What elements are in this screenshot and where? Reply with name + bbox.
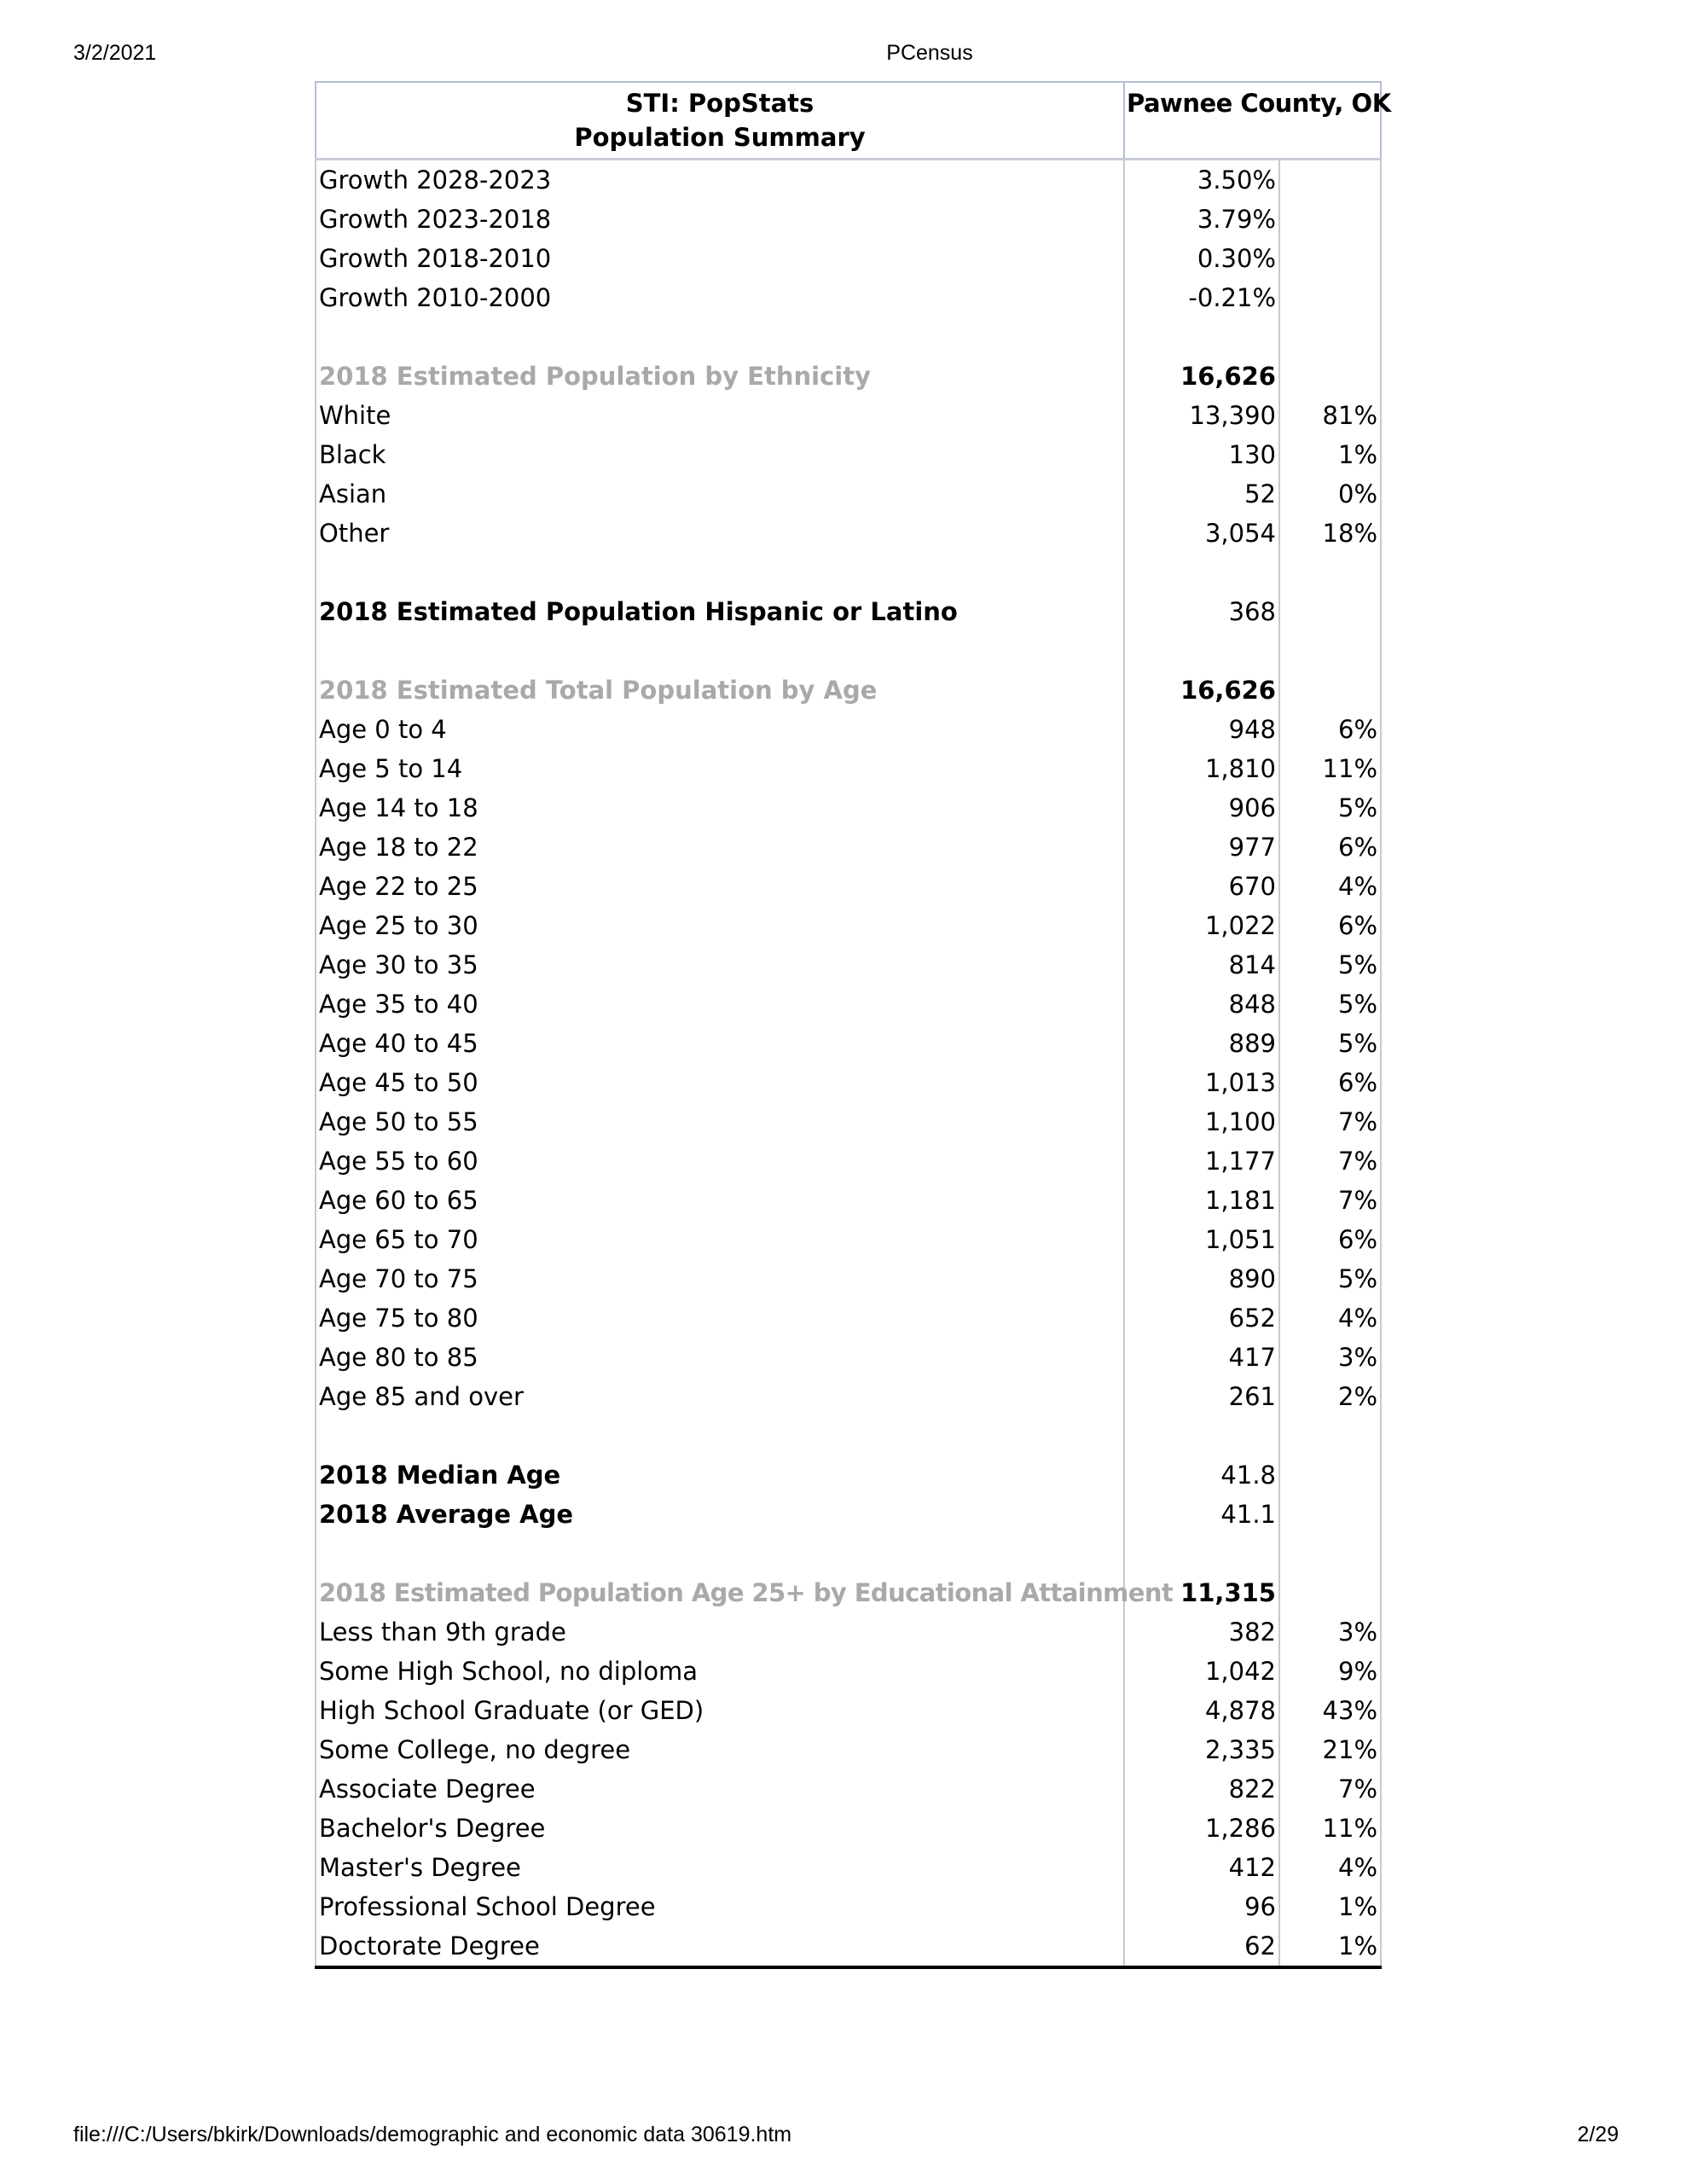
row-value: 52	[1124, 474, 1279, 514]
row-percent: 2%	[1279, 1377, 1381, 1416]
table-row	[316, 474, 1381, 514]
row-percent	[1279, 239, 1381, 278]
row-percent	[1279, 631, 1381, 671]
row-value: 906	[1124, 788, 1279, 828]
row-value: 16,626	[1124, 357, 1279, 396]
print-page-number: 2/29	[1577, 2123, 1619, 2146]
row-label: Doctorate Degree	[316, 1926, 1124, 1967]
row-value: 1,100	[1124, 1102, 1279, 1141]
row-value: 1,810	[1124, 749, 1279, 788]
table-row	[316, 278, 1381, 317]
row-label: Associate Degree	[316, 1769, 1124, 1809]
row-percent: 3%	[1279, 1338, 1381, 1377]
row-value: 2,335	[1124, 1730, 1279, 1769]
row-value: 1,013	[1124, 1063, 1279, 1102]
row-label: Growth 2023-2018	[316, 200, 1124, 239]
row-percent	[1279, 592, 1381, 631]
row-percent	[1279, 200, 1381, 239]
table-row	[316, 1024, 1381, 1063]
row-percent: 3%	[1279, 1612, 1381, 1652]
row-value: 130	[1124, 435, 1279, 474]
row-label: Age 60 to 65	[316, 1181, 1124, 1220]
table-row	[316, 985, 1381, 1024]
row-label: 2018 Estimated Population Hispanic or Latino	[316, 592, 1124, 631]
row-value: 889	[1124, 1024, 1279, 1063]
row-label: Less than 9th grade	[316, 1612, 1124, 1652]
row-label: Growth 2010-2000	[316, 278, 1124, 317]
table-row	[316, 239, 1381, 278]
row-value: 382	[1124, 1612, 1279, 1652]
row-label: Age 0 to 4	[316, 710, 1124, 749]
row-percent	[1279, 357, 1381, 396]
table-row	[316, 749, 1381, 788]
row-percent: 4%	[1279, 1848, 1381, 1887]
table-row	[316, 1259, 1381, 1298]
row-label: 2018 Median Age	[316, 1455, 1124, 1495]
report-title-line2: Population Summary	[574, 123, 866, 152]
row-label: 2018 Average Age	[316, 1495, 1124, 1534]
row-value: 652	[1124, 1298, 1279, 1338]
row-percent: 5%	[1279, 945, 1381, 985]
row-percent: 6%	[1279, 710, 1381, 749]
row-label: Asian	[316, 474, 1124, 514]
row-value: 977	[1124, 828, 1279, 867]
row-percent: 7%	[1279, 1141, 1381, 1181]
table-row	[316, 1769, 1381, 1809]
table-row	[316, 1141, 1381, 1181]
row-value: 41.1	[1124, 1495, 1279, 1534]
section-header-row	[316, 357, 1381, 396]
spacer-row	[316, 1534, 1381, 1573]
row-label: Age 35 to 40	[316, 985, 1124, 1024]
print-header	[0, 41, 1687, 67]
spacer-row	[316, 631, 1381, 671]
row-value: 3,054	[1124, 514, 1279, 553]
row-value: 62	[1124, 1926, 1279, 1967]
row-percent	[1279, 1534, 1381, 1573]
table-header-row	[316, 82, 1381, 160]
table-row	[316, 1652, 1381, 1691]
row-label: White	[316, 396, 1124, 435]
table-row	[316, 1809, 1381, 1848]
report-title	[316, 82, 1124, 160]
row-value: 3.79%	[1124, 200, 1279, 239]
section-header-row	[316, 671, 1381, 710]
row-value: 670	[1124, 867, 1279, 906]
row-label	[316, 1534, 1124, 1573]
row-label: Age 70 to 75	[316, 1259, 1124, 1298]
row-value: 848	[1124, 985, 1279, 1024]
row-value	[1124, 1416, 1279, 1455]
row-value: 1,042	[1124, 1652, 1279, 1691]
row-label: High School Graduate (or GED)	[316, 1691, 1124, 1730]
row-value: 96	[1124, 1887, 1279, 1926]
row-percent	[1279, 1416, 1381, 1455]
table-row	[316, 1848, 1381, 1887]
table-row	[316, 1730, 1381, 1769]
row-label: 2018 Estimated Population by Ethnicity	[316, 357, 1124, 396]
spacer-row	[316, 553, 1381, 592]
row-label: Master's Degree	[316, 1848, 1124, 1887]
table-row	[316, 867, 1381, 906]
row-percent: 5%	[1279, 985, 1381, 1024]
row-label: Age 22 to 25	[316, 867, 1124, 906]
row-percent: 81%	[1279, 396, 1381, 435]
table-row	[316, 710, 1381, 749]
row-value: 1,051	[1124, 1220, 1279, 1259]
table-row	[316, 1455, 1381, 1495]
row-value: 41.8	[1124, 1455, 1279, 1495]
row-percent: 43%	[1279, 1691, 1381, 1730]
row-value: 948	[1124, 710, 1279, 749]
row-label: Age 18 to 22	[316, 828, 1124, 867]
row-label: Some High School, no diploma	[316, 1652, 1124, 1691]
row-percent: 11%	[1279, 749, 1381, 788]
row-percent	[1279, 1455, 1381, 1495]
row-label: Age 14 to 18	[316, 788, 1124, 828]
row-value: 822	[1124, 1769, 1279, 1809]
table-row	[316, 1691, 1381, 1730]
row-label: Age 55 to 60	[316, 1141, 1124, 1181]
row-value: 0.30%	[1124, 239, 1279, 278]
table-row	[316, 1887, 1381, 1926]
table-row	[316, 1220, 1381, 1259]
row-percent: 0%	[1279, 474, 1381, 514]
row-value: 814	[1124, 945, 1279, 985]
row-value: 3.50%	[1124, 160, 1279, 200]
row-percent: 6%	[1279, 1220, 1381, 1259]
table-row	[316, 435, 1381, 474]
row-value: 412	[1124, 1848, 1279, 1887]
table-row	[316, 1102, 1381, 1141]
row-label: Some College, no degree	[316, 1730, 1124, 1769]
row-label: Growth 2018-2010	[316, 239, 1124, 278]
row-percent: 7%	[1279, 1769, 1381, 1809]
table-row	[316, 1377, 1381, 1416]
row-percent	[1279, 671, 1381, 710]
row-value: 368	[1124, 592, 1279, 631]
row-label: Age 30 to 35	[316, 945, 1124, 985]
row-value: 4,878	[1124, 1691, 1279, 1730]
table-row	[316, 828, 1381, 867]
row-label: 2018 Estimated Population Age 25+ by Educational Attainment	[316, 1573, 1124, 1612]
row-label: 2018 Estimated Total Population by Age	[316, 671, 1124, 710]
row-percent: 6%	[1279, 906, 1381, 945]
print-title: PCensus	[886, 41, 973, 65]
row-value: 890	[1124, 1259, 1279, 1298]
table-row	[316, 200, 1381, 239]
row-percent	[1279, 160, 1381, 200]
section-header-row	[316, 1573, 1381, 1612]
row-percent: 18%	[1279, 514, 1381, 553]
row-value: 13,390	[1124, 396, 1279, 435]
row-label: Bachelor's Degree	[316, 1809, 1124, 1848]
row-label	[316, 1416, 1124, 1455]
row-value	[1124, 553, 1279, 592]
row-percent	[1279, 278, 1381, 317]
spacer-row	[316, 317, 1381, 357]
table-row	[316, 160, 1381, 200]
table-row	[316, 1338, 1381, 1377]
row-value: 1,022	[1124, 906, 1279, 945]
table-row	[316, 514, 1381, 553]
row-percent: 1%	[1279, 435, 1381, 474]
print-date: 3/2/2021	[73, 41, 157, 65]
geography-header: Pawnee County, OK	[1124, 82, 1381, 160]
population-summary-table	[315, 81, 1391, 1969]
table-row	[316, 1063, 1381, 1102]
row-percent: 9%	[1279, 1652, 1381, 1691]
table-row	[316, 1612, 1381, 1652]
row-value	[1124, 317, 1279, 357]
row-value: 11,315	[1124, 1573, 1279, 1612]
row-percent: 4%	[1279, 867, 1381, 906]
row-label: Age 5 to 14	[316, 749, 1124, 788]
row-label: Age 50 to 55	[316, 1102, 1124, 1141]
row-percent: 4%	[1279, 1298, 1381, 1338]
row-label: Age 80 to 85	[316, 1338, 1124, 1377]
row-percent: 1%	[1279, 1926, 1381, 1967]
row-value	[1124, 1534, 1279, 1573]
print-url: file:///C:/Users/bkirk/Downloads/demographic and economic data 30619.htm	[73, 2123, 792, 2146]
table-row	[316, 1181, 1381, 1220]
row-label: Black	[316, 435, 1124, 474]
row-value	[1124, 631, 1279, 671]
row-value: 1,286	[1124, 1809, 1279, 1848]
table-body	[316, 160, 1381, 1968]
table-row	[316, 396, 1381, 435]
row-value: 1,181	[1124, 1181, 1279, 1220]
row-label	[316, 631, 1124, 671]
table-row	[316, 906, 1381, 945]
table-row	[316, 1495, 1381, 1534]
table-row	[316, 945, 1381, 985]
row-value: 261	[1124, 1377, 1279, 1416]
row-label	[316, 553, 1124, 592]
row-percent: 5%	[1279, 1259, 1381, 1298]
row-percent: 21%	[1279, 1730, 1381, 1769]
row-label: Age 45 to 50	[316, 1063, 1124, 1102]
spacer-row	[316, 1416, 1381, 1455]
row-value: 417	[1124, 1338, 1279, 1377]
row-percent: 6%	[1279, 828, 1381, 867]
row-label: Growth 2028-2023	[316, 160, 1124, 200]
row-value: 1,177	[1124, 1141, 1279, 1181]
row-percent	[1279, 1573, 1381, 1612]
row-label	[316, 317, 1124, 357]
row-label: Professional School Degree	[316, 1887, 1124, 1926]
row-label: Age 40 to 45	[316, 1024, 1124, 1063]
row-percent: 5%	[1279, 1024, 1381, 1063]
table-row	[316, 1926, 1381, 1967]
row-label: Age 25 to 30	[316, 906, 1124, 945]
row-percent: 11%	[1279, 1809, 1381, 1848]
row-percent: 5%	[1279, 788, 1381, 828]
row-value: 16,626	[1124, 671, 1279, 710]
table-row	[316, 788, 1381, 828]
row-label: Other	[316, 514, 1124, 553]
table-row	[316, 1298, 1381, 1338]
row-percent	[1279, 1495, 1381, 1534]
row-percent	[1279, 553, 1381, 592]
report-title-line1: STI: PopStats	[625, 89, 815, 118]
row-label: Age 85 and over	[316, 1377, 1124, 1416]
row-label: Age 65 to 70	[316, 1220, 1124, 1259]
row-percent: 6%	[1279, 1063, 1381, 1102]
row-percent	[1279, 317, 1381, 357]
row-label: Age 75 to 80	[316, 1298, 1124, 1338]
row-percent: 7%	[1279, 1181, 1381, 1220]
row-percent: 1%	[1279, 1887, 1381, 1926]
row-percent: 7%	[1279, 1102, 1381, 1141]
table-row	[316, 592, 1381, 631]
row-value: -0.21%	[1124, 278, 1279, 317]
